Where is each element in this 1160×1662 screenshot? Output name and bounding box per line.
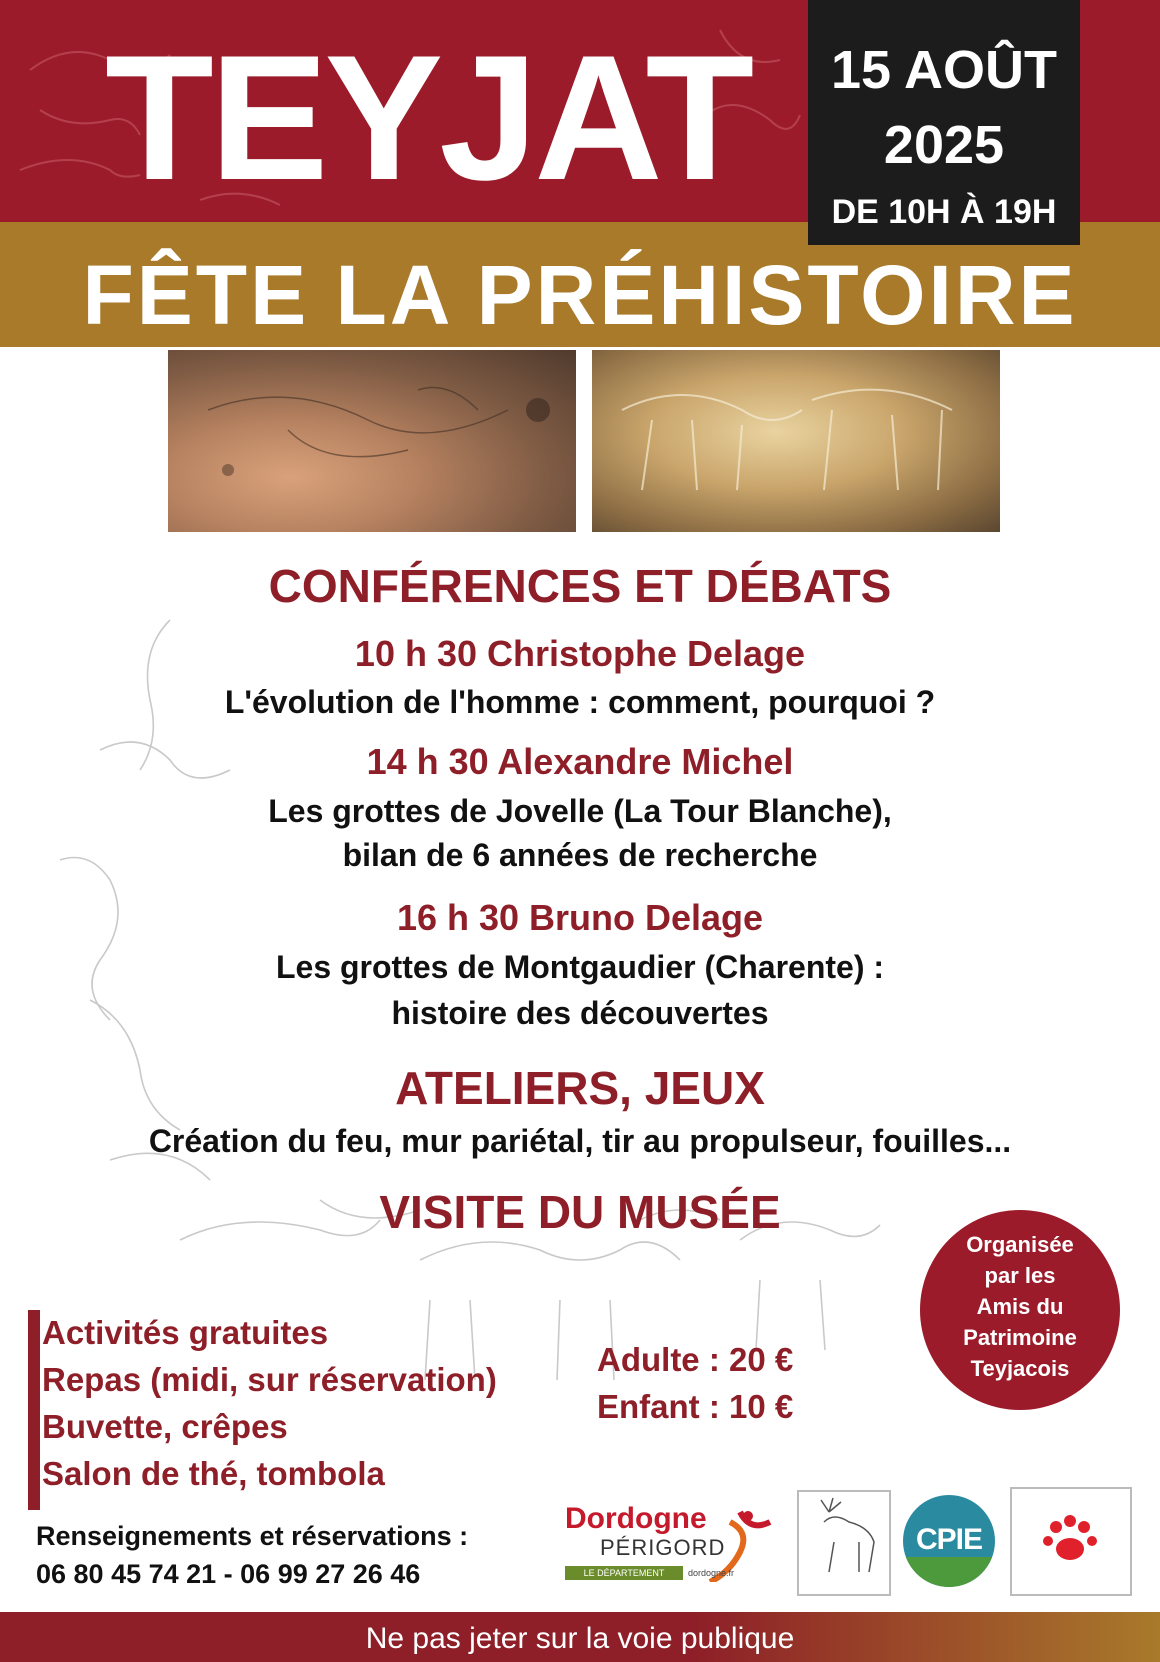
paw-print-logo xyxy=(1010,1487,1132,1596)
event-subtitle: FÊTE LA PRÉHISTOIRE xyxy=(82,248,1078,342)
cave-engraving-photo-right xyxy=(592,350,1000,532)
ateliers-heading: ATELIERS, JEUX xyxy=(395,1062,765,1114)
footer-notice: Ne pas jeter sur la voie publique xyxy=(365,1622,795,1655)
activity-item-3: Buvette, crêpes xyxy=(42,1408,288,1445)
price-adult: Adulte : 20 € xyxy=(597,1341,794,1378)
organiser-line-4: Patrimoine xyxy=(963,1325,1077,1350)
talk-3-title-line2: histoire des découvertes xyxy=(391,995,769,1031)
talk-1-speaker: 10 h 30 Christophe Delage xyxy=(354,633,806,674)
departement-url: dordogne.fr xyxy=(688,1568,735,1578)
price-child: Enfant : 10 € xyxy=(597,1388,794,1425)
activity-item-4: Salon de thé, tombola xyxy=(42,1455,385,1492)
talk-2-title-line1: Les grottes de Jovelle (La Tour Blanche), xyxy=(268,793,892,829)
talk-1-title: L'évolution de l'homme : comment, pourquoi ? xyxy=(224,684,936,720)
event-title: TEYJAT xyxy=(105,18,751,217)
talk-3-title-line1: Les grottes de Montgaudier (Charente) : xyxy=(275,949,885,985)
conferences-heading: CONFÉRENCES ET DÉBATS xyxy=(268,560,892,612)
activities-accent-bar xyxy=(28,1310,40,1510)
perigord-logo-text: PÉRIGORD xyxy=(600,1535,726,1560)
deer-engraving-logo xyxy=(797,1490,891,1596)
talk-2-speaker: 14 h 30 Alexandre Michel xyxy=(366,741,794,782)
talk-3-speaker: 16 h 30 Bruno Delage xyxy=(396,897,764,938)
event-hours: DE 10H À 19H xyxy=(831,193,1057,231)
activity-item-2: Repas (midi, sur réservation) xyxy=(42,1361,497,1398)
contact-label: Renseignements et réservations : xyxy=(36,1521,469,1551)
event-date-day: 15 AOÛT xyxy=(830,40,1058,100)
event-date-year: 2025 xyxy=(883,115,1005,175)
organiser-line-1: Organisée xyxy=(966,1232,1074,1257)
contact-phones: 06 80 45 74 21 - 06 99 27 26 46 xyxy=(36,1559,421,1589)
ateliers-description: Création du feu, mur pariétal, tir au propulseur, fouilles... xyxy=(148,1123,1012,1159)
cpie-logo-text: CPIE xyxy=(915,1523,983,1556)
dordogne-logo-text: Dordogne xyxy=(565,1502,707,1535)
organiser-line-3: Amis du xyxy=(976,1294,1064,1319)
organiser-line-2: par les xyxy=(984,1263,1056,1288)
organiser-line-5: Teyjacois xyxy=(970,1356,1070,1381)
cave-engraving-photo-left xyxy=(168,350,576,532)
musee-heading: VISITE DU MUSÉE xyxy=(379,1186,781,1238)
talk-2-title-line2: bilan de 6 années de recherche xyxy=(342,837,818,873)
activity-item-1: Activités gratuites xyxy=(42,1314,329,1351)
departement-text: LE DÉPARTEMENT xyxy=(583,1568,665,1578)
